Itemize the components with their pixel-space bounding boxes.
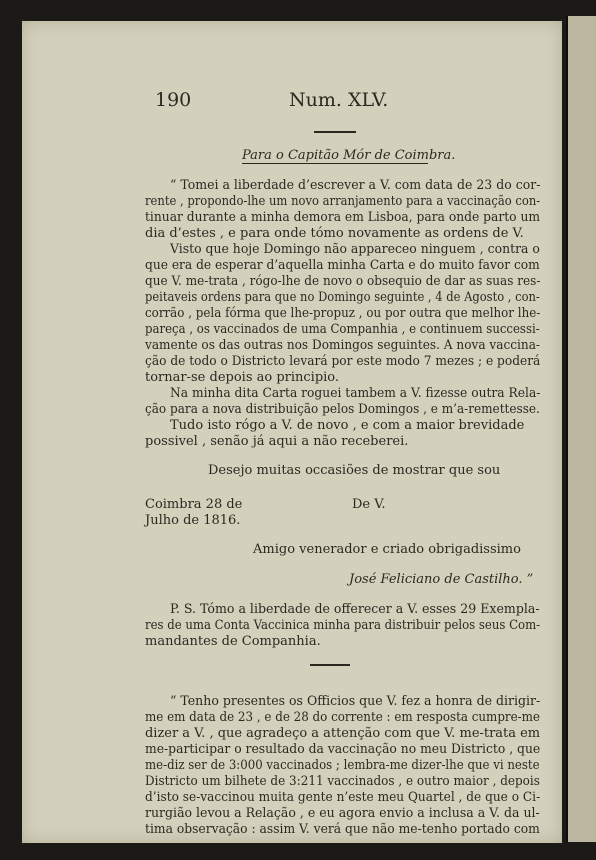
date-line: Julho de 1816. xyxy=(145,513,241,528)
letter2-line: dizer a V. , que agradeço a attenção com que V. me-trata em xyxy=(145,726,541,741)
letter1-line: Visto que hoje Domingo não appareceo ninguem , contra o xyxy=(170,242,540,257)
signature: José Feliciano de Castilho. ” xyxy=(349,572,534,587)
rule-middle xyxy=(310,664,350,666)
rule-top xyxy=(314,131,356,133)
letter1-line: peitaveis ordens para que no Domingo seguinte , 4 de Agosto , con- xyxy=(145,290,540,305)
letter1-line: tinuar durante a minha demora em Lisboa, para onde parto um xyxy=(145,210,541,225)
postscript-line: mandantes de Companhia. xyxy=(145,634,321,649)
place-line: Coimbra 28 de xyxy=(145,497,243,512)
letter1-line: ção de todo o Districto levará por este modo 7 mezes ; e poderá xyxy=(145,354,541,369)
letter1-line: tornar-se depois ao principio. xyxy=(145,370,340,385)
postscript-line: res de uma Conta Vaccinica minha para distribuir pelos seus Com- xyxy=(145,618,541,633)
letter1-line: que era de esperar d’aquella minha Carta e do muito favor com xyxy=(145,258,540,273)
letter1-line: vamente os das outras nos Domingos seguintes. A nova vaccina- xyxy=(145,338,541,353)
letter1-line: Tudo isto rógo a V. de novo , e com a maior brevidade xyxy=(170,418,525,433)
letter2-line: me em data de 23 , e de 28 do corrente : em resposta cumpre-me xyxy=(145,710,540,725)
letter2-line: d’isto se-vaccinou muita gente n’este meu Quartel , de que o Ci- xyxy=(145,790,541,805)
letter2-line: “ Tenho presentes os Officios que V. fez a honra de dirigir- xyxy=(170,694,541,709)
de-v: De V. xyxy=(352,497,386,512)
letter1-line: Na minha dita Carta roguei tambem a V. fizesse outra Rela- xyxy=(170,386,541,401)
letter2-line: rurgião levou a Relação , e eu agora envio a inclusa a V. da ul- xyxy=(145,806,540,821)
running-head xyxy=(155,89,535,115)
letter1-line: pareça , os vaccinados de uma Companhia , e continuem successi- xyxy=(145,322,540,337)
letter2-line: tima observação : assim V. verá que não me-tenho portado com xyxy=(145,822,540,837)
section-number: Num. XLV. xyxy=(289,89,389,111)
letter-title: Para o Capitão Mór de Coimbra. xyxy=(242,148,456,163)
page-number: 190 xyxy=(155,89,192,111)
adjacent-page-edge xyxy=(566,16,596,842)
letter1-line: ção para a nova distribuição pelos Domingos , e m’a-remettesse. xyxy=(145,402,540,417)
valediction: Amigo venerador e criado obrigadissimo xyxy=(253,542,521,557)
letter1-line: rente , propondo-lhe um novo arranjamento para a vaccinação con- xyxy=(145,194,541,209)
letter1-line: corrão , pela fórma que lhe-propuz , ou por outra que melhor lhe- xyxy=(145,306,541,321)
closing-line: Desejo muitas occasiões de mostrar que sou xyxy=(208,463,501,478)
letter2-line: Districto um bilhete de 3:211 vaccinados , e outro maior , depois xyxy=(145,774,540,789)
letter1-line: possivel , senão já aqui a não receberei. xyxy=(145,434,409,449)
postscript-line: P. S. Tómo a liberdade de offerecer a V. esses 29 Exempla- xyxy=(170,602,540,617)
letter1-line: “ Tomei a liberdade d’escrever a V. com data de 23 do cor- xyxy=(170,178,541,193)
letter1-line: dia d’estes , e para onde tómo novamente as ordens de V. xyxy=(145,226,524,241)
letter2-line: me-diz ser de 3:000 vaccinados ; lembra-me dizer-lhe que vi neste xyxy=(145,758,540,773)
title-underline xyxy=(242,163,428,164)
letter1-line: que V. me-trata , rógo-lhe de novo o obsequio de dar as suas res- xyxy=(145,274,541,289)
letter2-line: me-participar o resultado da vaccinação no meu Districto , que xyxy=(145,742,541,757)
